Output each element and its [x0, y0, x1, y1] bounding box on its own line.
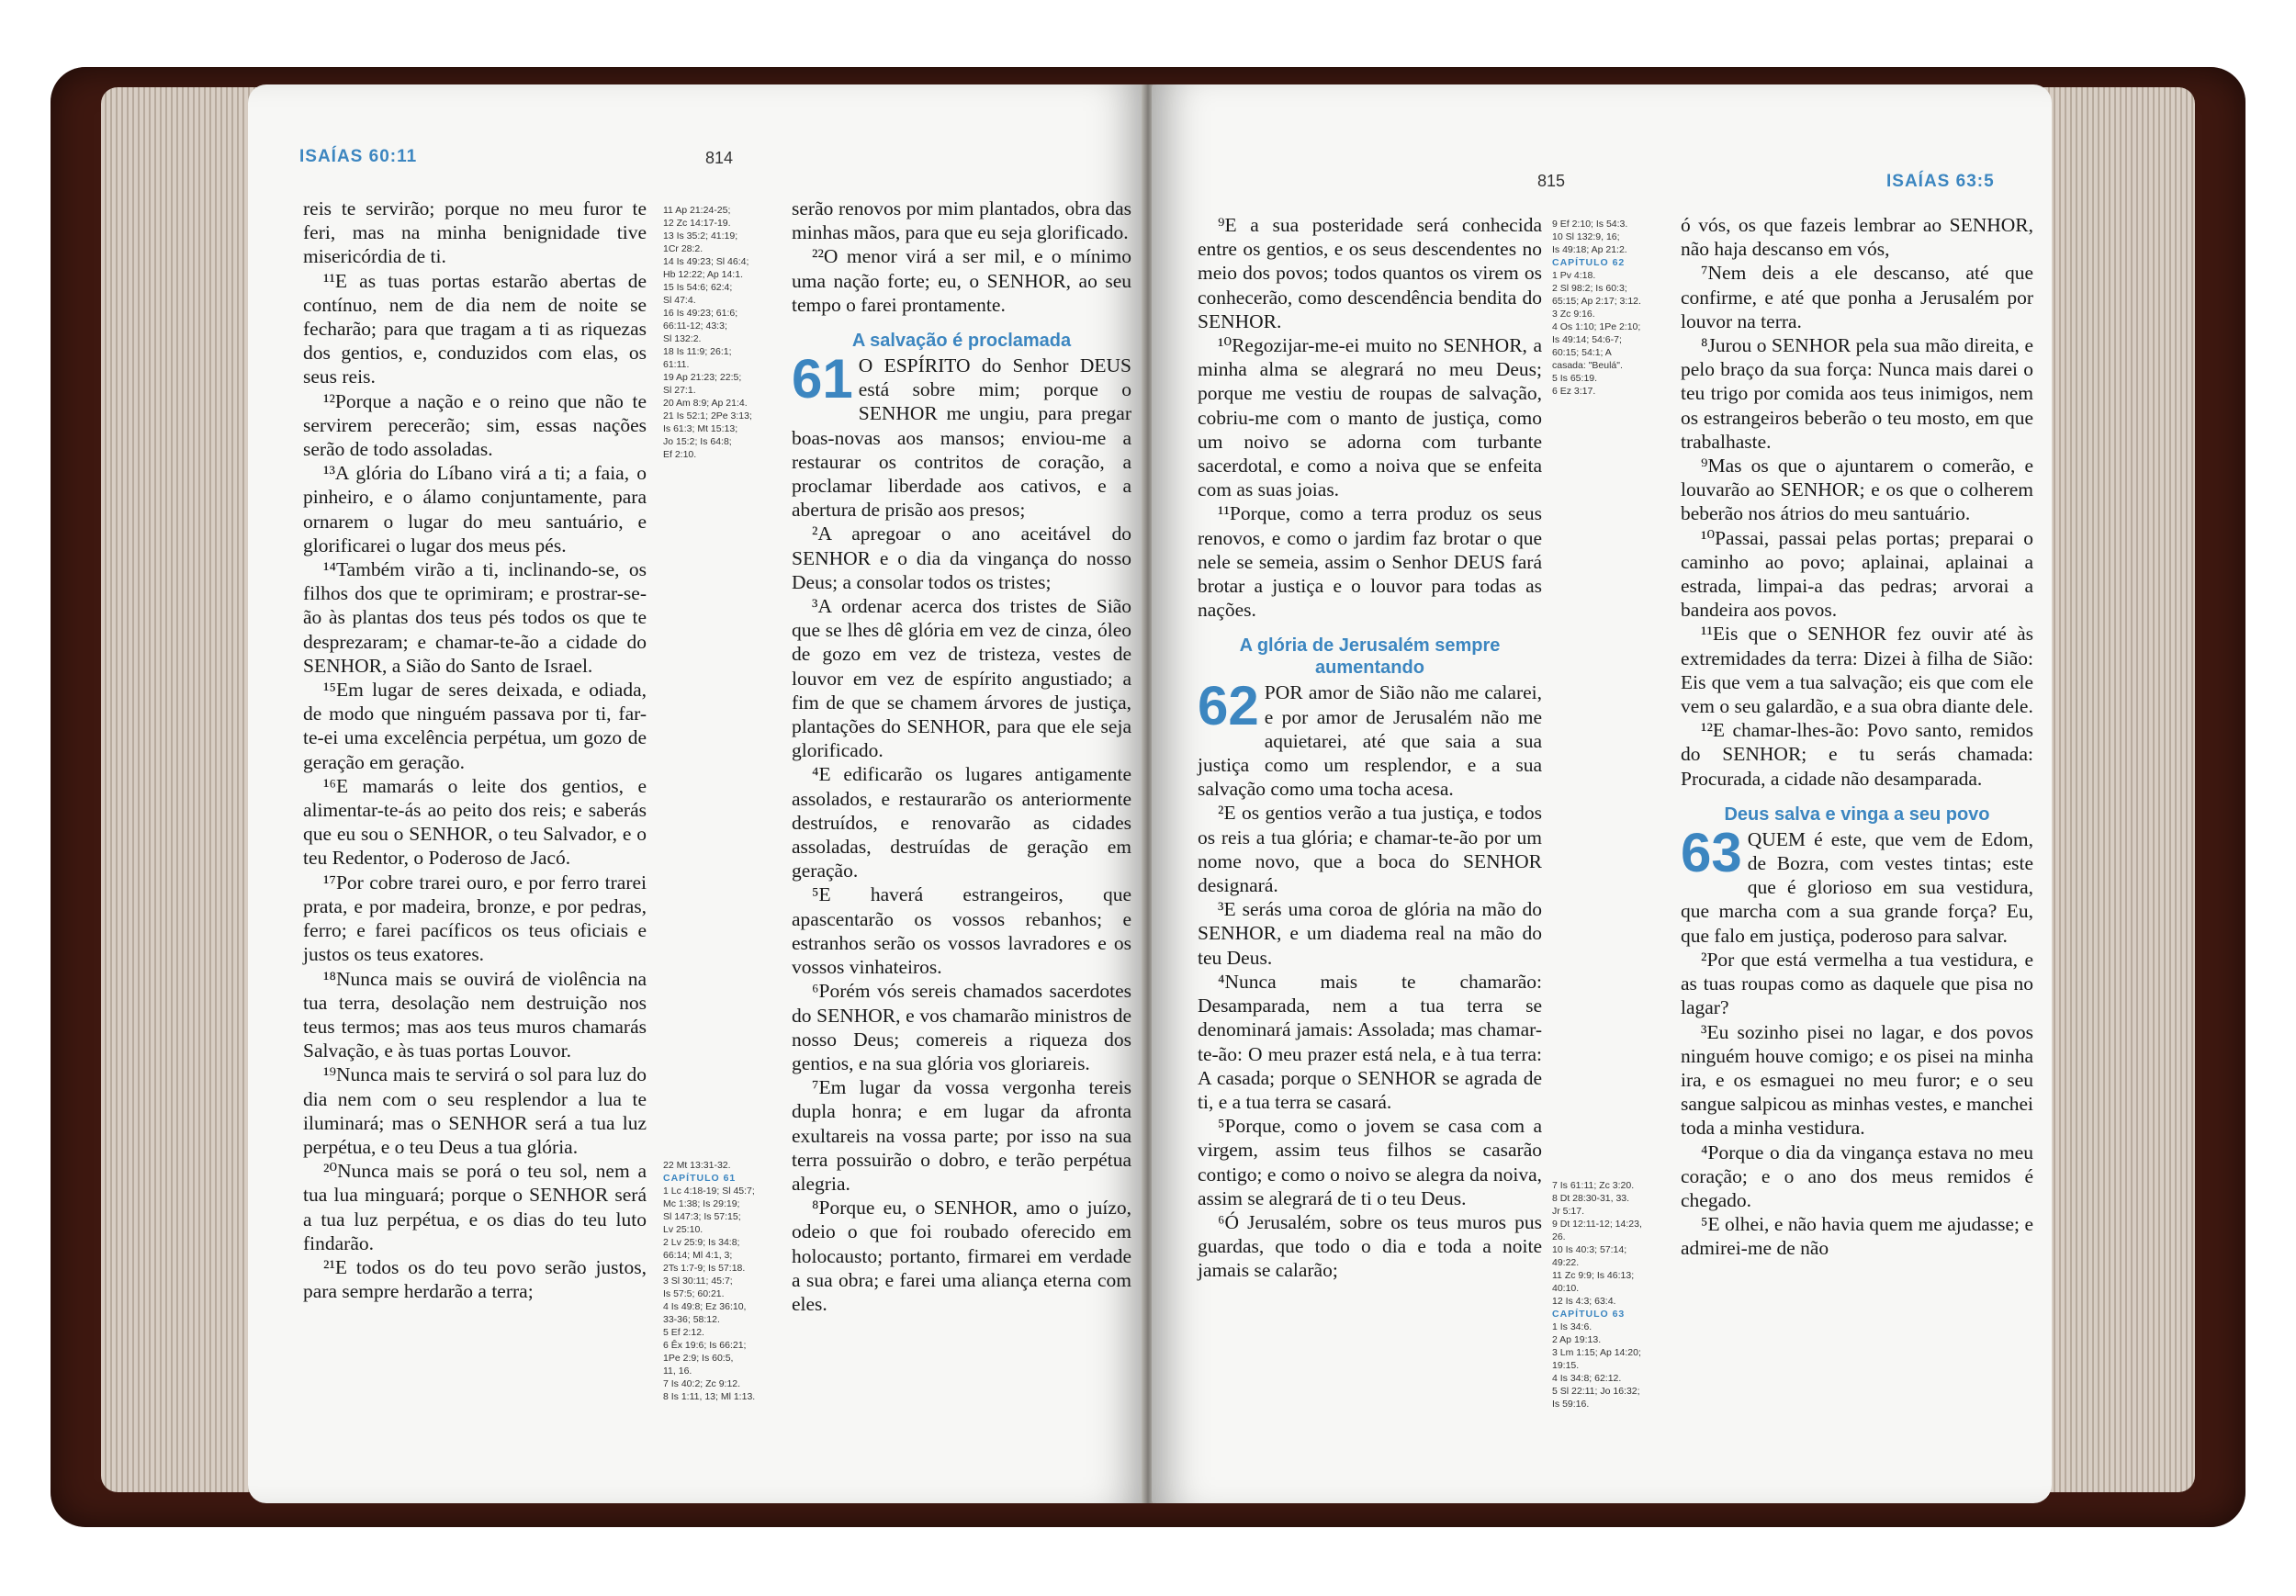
verse: ⁹Mas os que o ajuntarem o comerão, e louvarão ao SENHOR; e os que o colherem beberão nos átrios do meu santuário. — [1681, 455, 2033, 525]
section-heading: A salvação é proclamada — [851, 331, 1072, 352]
verse: ²Por que está vermelha a tua vestidura, e as tuas roupas como as daquele que pisa no lagar? — [1681, 948, 2033, 1019]
text-column-1 — [303, 197, 647, 1303]
verse: ⁶Porém vós sereis chamados sacerdotes do SENHOR, e vos chamarão ministros de nosso Deus; comereis a riqueza dos gentios, e na sua glória vos gloriareis. — [792, 980, 1131, 1074]
chapter-label: CAPÍTULO 63 — [1552, 1309, 1626, 1320]
verse: ²A apregoar o ano aceitável do SENHOR e o dia da vingança do nosso Deus; a consolar todos os tristes; — [792, 523, 1131, 593]
verse: ²¹E todos os do teu povo serão justos, para sempre herdarão a terra; — [303, 1255, 647, 1303]
page-number: 814 — [705, 149, 734, 167]
verse: POR amor de Sião não me calarei, e por amor de Jerusalém não me aquietarei, até que saia a sua justiça como um resplendor, e a sua salvação como uma tocha acesa. — [1198, 681, 1542, 801]
right-page — [1152, 84, 2052, 1503]
verse: ¹⁶E mamarás o leite dos gentios, e alimentar-te-ás ao peito dos reis; e saberás que eu sou o SENHOR, o teu Salvador, e o teu Redentor, o Poderoso de Jacó. — [303, 774, 647, 870]
verse: ⁸Jurou o SENHOR pela sua mão direita, e pelo braço da sua força: Nunca mais darei o teu trigo por comida aos teus inimigos, nem os estrangeiros beberão o teu mosto, em que trabalhaste. — [1681, 334, 2033, 453]
verse: ⁸Porque eu, o SENHOR, amo o juízo, odeio o que foi roubado oferecido em holocausto; portanto, firmarei em verdade a sua obra; e farei uma aliança eterna com eles. — [792, 1197, 1131, 1315]
verse: ó vós, os que fazeis lembrar ao SENHOR, não haja descanso em vós, — [1681, 214, 2033, 261]
cross-references-top: 11 Ap 21:24-25; 12 Zc 14:17-19. 13 Is 35:2; 41:19; 1Cr 28:2. 14 Is 49:23; Sl 46:4; Hb 12:22; Ap 14:1. 15 Is 54:6; 62:4; Sl 47:4. 16 Is 49:23; 61:6; 66:11-12; 43:3; Sl 132:2. 18 Is 11:9; 26:1; 61:11. 19 Ap 21:23; 22:5; Sl 27:1. 20 Am 8:9; Ap 21:4. 21 Is 52:1; 2Pe 3:13; Is 61:3; Mt 15:13; Jo 15:2; Is 64:8; Ef 2:10. — [663, 205, 752, 460]
cross-references-bottom: 22 Mt 13:31-32. CAPÍTULO 61 1 Lc 4:18-19; Sl 45:7; Mc 1:38; Is 29:19; Sl 147:3; Is 57:15; Lv 25:10. 2 Lv 25:9; Is 34:8; 66:14; Ml 4:1, 3; 2Ts 1:7-9; Is 57:18. 3 Sl 30:11; 45:7; Is 57:5; 60:21. 4 Is 49:8; Ez 36:10, 33-36; 58:12. 5 Ef 2:12. 6 Êx 19:6; Is 66:21; 1Pe 2:9; Is 60:5, 11, 16. 7 Is 40:2; Zc 9:12. 8 Is 1:11, 13; Ml 1:13. — [663, 1159, 773, 1403]
verse: ¹³A glória do Líbano virá a ti; a faia, o pinheiro, e o álamo conjuntamente, para ornarem o lugar do meu santuário, e glorificarei o lugar dos meus pés. — [303, 462, 647, 556]
verse: ¹⁴Também virão a ti, inclinando-se, os filhos dos que te oprimiram; e prostrar-se-ão às plantas dos teus pés todos os que te desprezaram; e chamar-te-ão a cidade do SENHOR, a Sião do Santo de Israel. — [303, 558, 647, 677]
chapter-number: 63 — [1681, 821, 1742, 883]
verse: ⁷Em lugar da vossa vergonha tereis dupla honra; e em lugar da afronta exultareis na vossa parte; por isso na sua terra possuirão o dobro, e terão perpétua alegria. — [792, 1076, 1131, 1195]
section-heading: Deus salva e vinga a seu povo — [1724, 804, 1990, 825]
verse: ⁶Ó Jerusalém, sobre os teus muros pus guardas, que todo o dia e toda a noite jamais se calarão; — [1198, 1210, 1542, 1282]
verse: ¹²Porque a nação e o reino que não te servirem perecerão; sim, essas nações serão de todo assoladas. — [303, 389, 647, 461]
verse: QUEM é este, que vem de Edom, de Bozra, com vestes tintas; este que é glorioso em sua vestidura, que marcha com a sua grande força? Eu, que falo em justiça, poderoso para salvar. — [1681, 827, 2033, 947]
verse: ²⁰Nunca mais se porá o teu sol, nem a tua lua minguará; porque o SENHOR será a tua luz perpétua, e os dias do teu luto findarão. — [303, 1160, 647, 1254]
verse: ¹⁷Por cobre trarei ouro, e por ferro trarei prata, e por madeira, bronze, e por pedras, ferro; e farei pacíficos os teus oficiais e justos os teus exatores. — [303, 871, 647, 966]
verse: ⁵E haverá estrangeiros, que apascentarão os vossos rebanhos; e estranhos serão os vossos lavradores e os vossos vinhateiros. — [792, 883, 1131, 979]
verse: ³A ordenar acerca dos tristes de Sião que se lhes dê glória em vez de cinza, óleo de gozo em vez de tristeza, vestes de louvor em vez de espírito angustiado; a fim de que se chamem árvores de justiça, plantações do SENHOR, para que ele seja glorificado. — [792, 595, 1131, 762]
verse: ⁵Porque, como o jovem se casa com a virgem, assim teus filhos se casarão contigo; e como o noivo se alegra da noiva, assim se alegrará de ti o teu Deus. — [1198, 1115, 1542, 1209]
left-page — [248, 84, 1146, 1503]
verse: ¹¹E as tuas portas estarão abertas de contínuo, nem de dia nem de noite se fecharão; para que tragam a ti as riquezas dos gentios, e, conduzidos com elas, os seus reis. — [303, 269, 647, 388]
verse: ¹²E chamar-lhes-ão: Povo santo, remidos do SENHOR; e tu serás chamada: Procurada, a cidade não desamparada. — [1681, 719, 2033, 790]
verse: ¹⁰Regozijar-me-ei muito no SENHOR, a minha alma se alegrará no meu Deus; porque me vestiu de roupas de salvação, cobriu-me com o manto de justiça, como um noivo se adorna com turbante sacerdotal, e como a noiva que se enfeita com as suas joias. — [1198, 334, 1542, 501]
chapter-label: CAPÍTULO 62 — [1552, 257, 1626, 268]
verse: ¹⁰Passai, passai pelas portas; preparai o caminho ao povo; aplainai, aplainai a estrada, limpai-a das pedras; arvorai a bandeira aos povos. — [1681, 526, 2033, 622]
verse: ¹⁹Nunca mais te servirá o sol para luz do dia nem com o seu resplendor a lua te iluminará; mas o SENHOR será a tua luz perpétua, e o teu Deus a tua glória. — [303, 1063, 647, 1158]
text-column-1 — [1198, 213, 1542, 1283]
verse: serão renovos por mim plantados, obra das minhas mãos, para que eu seja glorificado. — [792, 197, 1131, 244]
verse: ²E os gentios verão a tua justiça, e todos os reis a tua glória; e chamar-te-ão por um nome novo, que a boca do SENHOR designará. — [1198, 802, 1542, 897]
chapter-number: 61 — [792, 348, 853, 410]
verse: ³Eu sozinho pisei no lagar, e dos povos ninguém houve comigo; e os pisei na minha ira, e os esmaguei no meu furor; e o seu sangue salpicou as minhas vestes, e manchei toda a minha vestidura. — [1681, 1020, 2033, 1140]
running-head: ISAÍAS 60:11 — [299, 147, 418, 166]
verse: ¹¹Eis que o SENHOR fez ouvir até às extremidades da terra: Dizei à filha de Sião: Eis que vem a tua salvação; eis que com ele vem o seu galardão, e a sua obra diante dele. — [1681, 623, 2033, 718]
verse: ⁹E a sua posteridade será conhecida entre os gentios, e os seus descendentes no meio dos povos; todos quantos os virem os conhecerão, como descendência bendita do SENHOR. — [1198, 214, 1542, 332]
text-column-2 — [1681, 213, 2033, 1261]
verse: O ESPÍRITO do Senhor DEUS está sobre mim; porque o SENHOR me ungiu, para pregar boas-novas aos mansos; enviou-me a restaurar os contritos de coração, a proclamar liberdade aos cativos, e a abertura de prisão aos presos; — [792, 354, 1131, 522]
verse: ⁴E edificarão os lugares antigamente assolados, e restaurarão os anteriormente destruídos, e renovarão as cidades assoladas, destruídas de geração em geração. — [792, 763, 1131, 882]
verse: ²²O menor virá a ser mil, e o mínimo uma nação forte; eu, o SENHOR, ao seu tempo o farei prontamente. — [792, 245, 1131, 316]
page-number: 815 — [1537, 172, 1566, 190]
verse: ¹⁸Nunca mais se ouvirá de violência na tua terra, desolação nem destruição nos teus termos; mas aos teus muros chamarás Salvação, e às tuas portas Louvor. — [303, 967, 647, 1062]
verse: ⁷Nem deis a ele descanso, até que confirme, e até que ponha a Jerusalém por louvor na terra. — [1681, 262, 2033, 332]
section-heading: A glória de Jerusalém sempre aumentando — [1239, 635, 1501, 679]
cross-references-top: 9 Ef 2:10; Is 54:3. 10 Sl 132:9, 16; Is 49:18; Ap 21:2. CAPÍTULO 62 1 Pv 4:18. 2 Sl 98:2; Is 60:3; 65:15; Ap 2:17; 3:12. 3 Zc 9:16. 4 Os 1:10; 1Pe 2:10; Is 49:14; 54:6-7; 60:15; 54:1; A casada: "Beulá". 5 Is 65:19. 6 Ez 3:17. — [1552, 218, 1667, 398]
verse: ¹¹Porque, como a terra produz os seus renovos, e como o jardim faz brotar o que nele se semeia, assim o Senhor DEUS fará brotar a justiça e o louvor para todas as nações. — [1198, 502, 1542, 622]
verse: ³E serás uma coroa de glória na mão do SENHOR, e um diadema real na mão do teu Deus. — [1198, 898, 1542, 969]
cross-references-bottom: 7 Is 61:11; Zc 3:20. 8 Dt 28:30-31, 33. Jr 5:17. 9 Dt 12:11-12; 14:23, 26. 10 Is 40:3; 57:14; 49:22. 11 Zc 9:9; Is 46:13; 40:10. 12 Is 4:3; 63:4. CAPÍTULO 63 1 Is 34:6. 2 Ap 19:13. 3 Lm 1:15; Ap 14:20; 19:15. 4 Is 34:8; 62:12. 5 Sl 22:11; Jo 16:32; Is 59:16. — [1552, 1179, 1667, 1411]
verse: ⁵E olhei, e não havia quem me ajudasse; e admirei-me de não — [1681, 1213, 2033, 1260]
verse: ⁴Nunca mais te chamarão: Desamparada, nem a tua terra se denominará jamais: Assolada; mas chamar-te-ão: O meu prazer está nela, e à tua terra: A casada; porque o SENHOR se agrada de ti, e a tua terra se casará. — [1198, 970, 1542, 1113]
chapter-number: 62 — [1198, 675, 1259, 737]
verse: reis te servirão; porque no meu furor te feri, mas na minha benignidade tive misericórdia de ti. — [303, 197, 647, 268]
verse: ¹⁵Em lugar de seres deixada, e odiada, de modo que ninguém passava por ti, far-te-ei uma excelência perpétua, um gozo de geração em geração. — [303, 679, 647, 773]
running-head: ISAÍAS 63:5 — [1886, 172, 1995, 191]
text-column-2 — [792, 197, 1131, 1316]
verse: ⁴Porque o dia da vingança estava no meu coração; e o ano dos meus remidos é chegado. — [1681, 1141, 2033, 1211]
chapter-label: CAPÍTULO 61 — [663, 1173, 737, 1184]
